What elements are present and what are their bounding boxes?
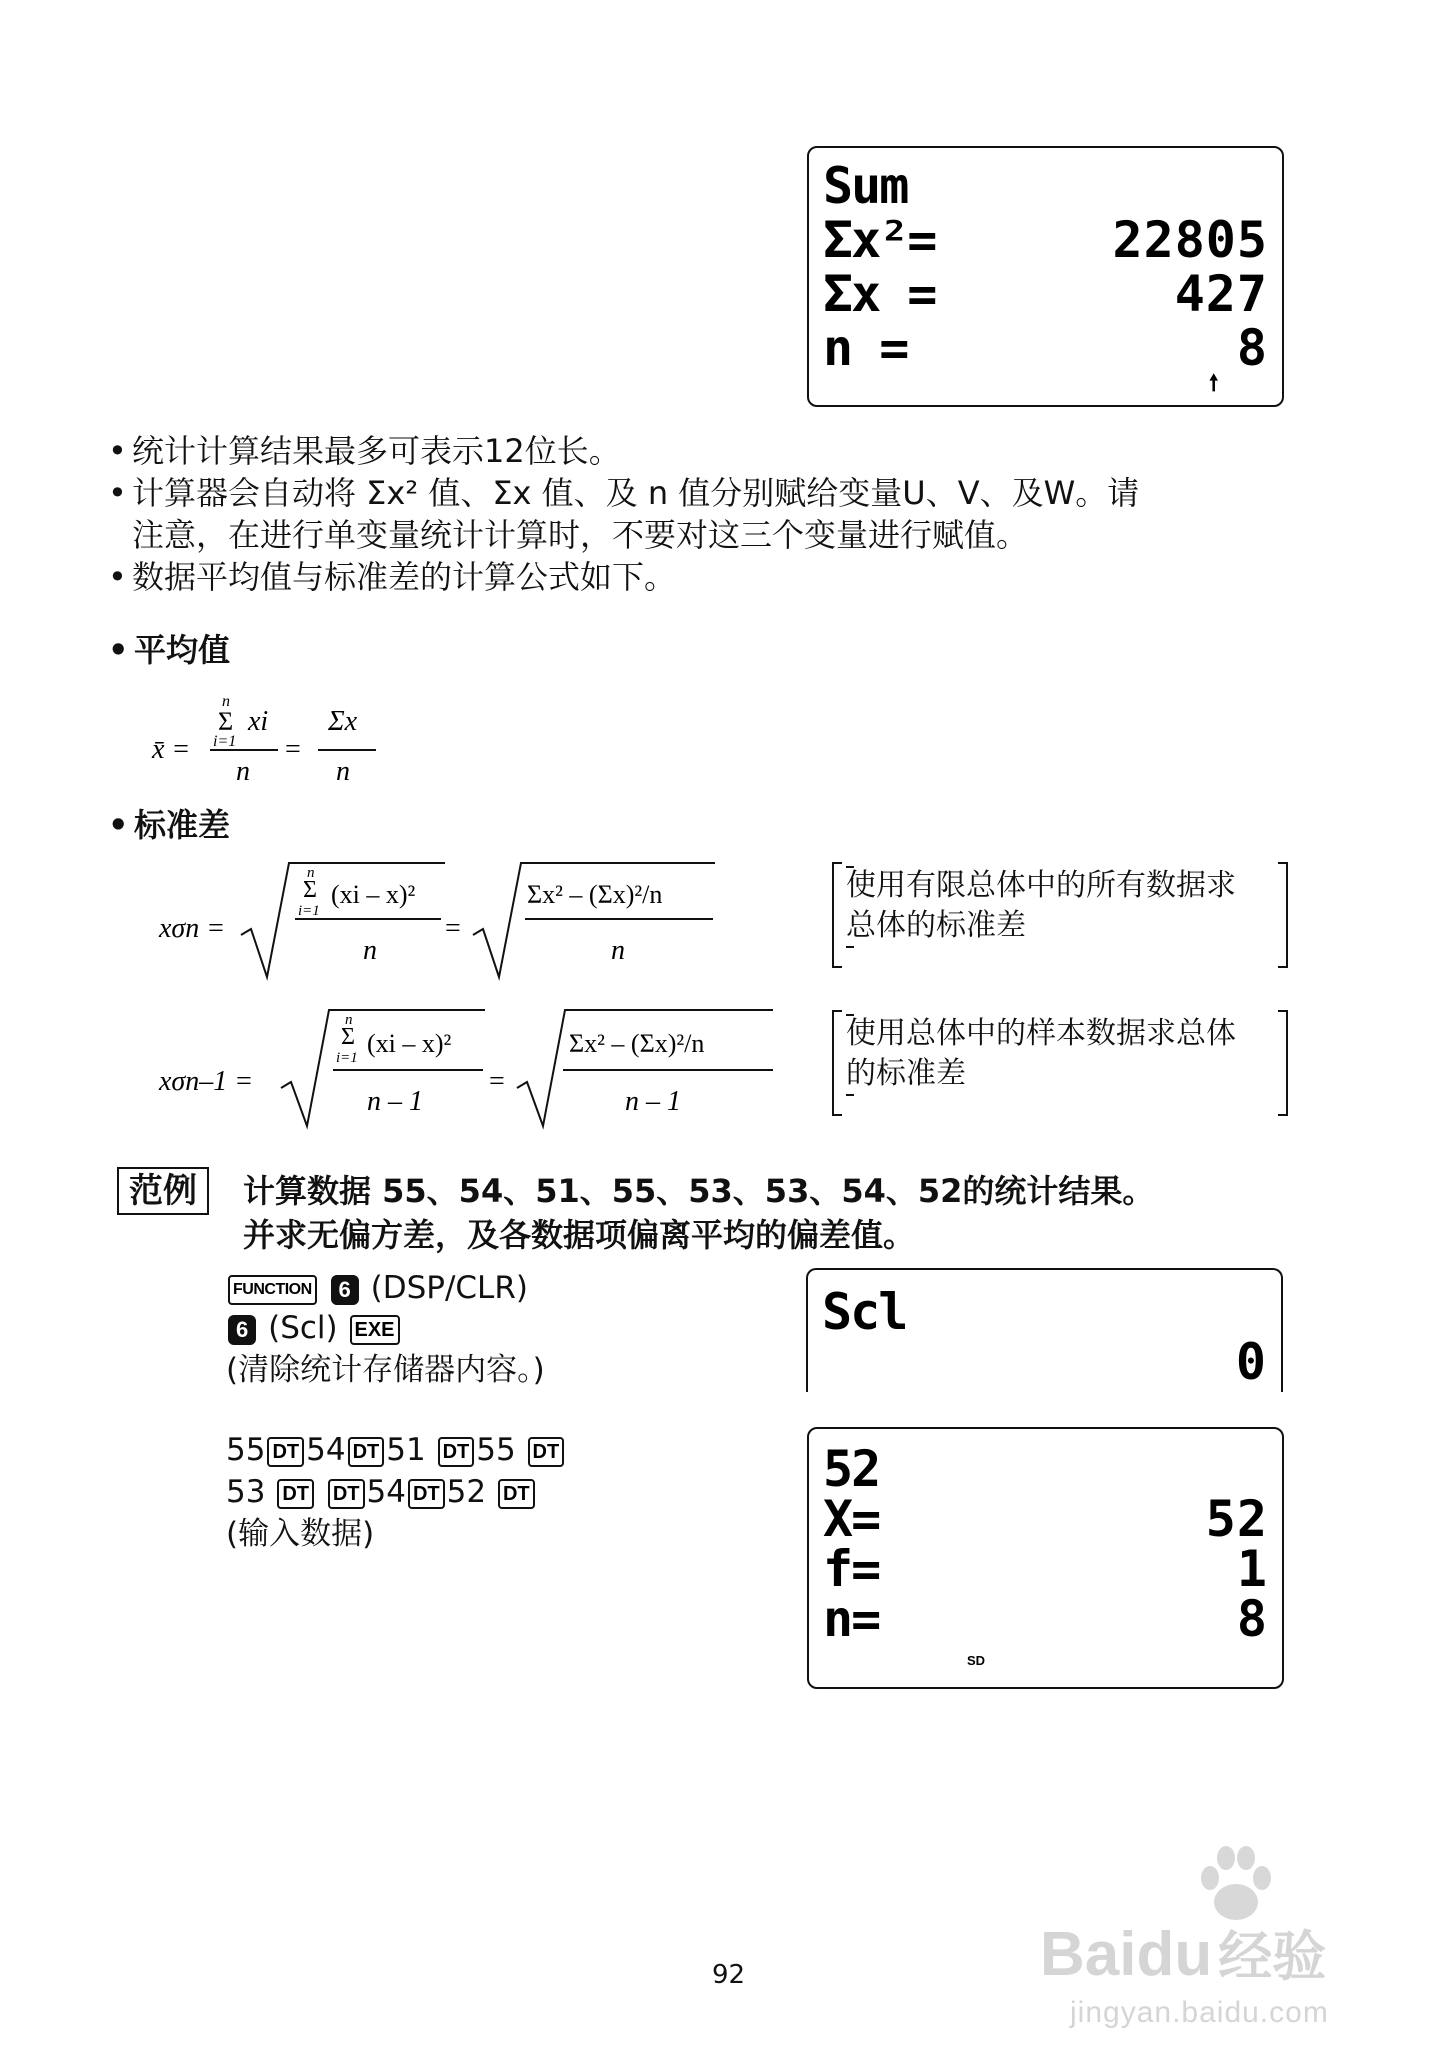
example-line2: 并求无偏方差，及各数据项偏离平均的偏差值。 xyxy=(243,1216,916,1254)
std-n1-den2: n – 1 xyxy=(625,1086,681,1117)
step-input-line2: 53 DT DT 54 DT 52 DT xyxy=(226,1472,537,1512)
page-number: 92 xyxy=(712,1960,746,1990)
svg-text:=: = xyxy=(445,913,461,944)
step-function-6: FUNCTION 6 (DSP/CLR) xyxy=(226,1268,528,1308)
svg-text:=: = xyxy=(489,1066,505,1097)
dt-key[interactable]: DT xyxy=(267,1437,304,1467)
std-n1-num1: (xi – x)² xyxy=(367,1029,452,1058)
up-arrow-icon: 🠕 xyxy=(1209,371,1219,396)
std-heading: • 标准差 xyxy=(108,806,231,844)
bullet-formulas: • 数据平均值与标准差的计算公式如下。 xyxy=(108,558,677,596)
std-n1-den1: n – 1 xyxy=(367,1086,423,1117)
note-sample: 使用总体中的样本数据求总体 的标准差 xyxy=(832,1010,1288,1116)
svg-text:Σ: Σ xyxy=(341,1024,355,1050)
lcd-scl-title: Scl xyxy=(822,1283,907,1341)
dt-key[interactable]: DT xyxy=(348,1437,385,1467)
sd-indicator: SD xyxy=(967,1653,986,1668)
sigma-n1-lhs: xσn–1 = xyxy=(159,1066,254,1097)
bullet-digits-limit: • 统计计算结果最多可表示12位长。 xyxy=(108,432,621,470)
bullet-auto-assign: • 计算器会自动将 Σx² 值、Σx 值、及 n 值分别赋给变量U、V、及W。请 xyxy=(108,474,1140,512)
dt-key[interactable]: DT xyxy=(277,1479,314,1509)
lcd-scl-value-row: 0 xyxy=(1235,1333,1267,1391)
dt-key[interactable]: DT xyxy=(328,1479,365,1509)
lcd-data-row-n: n= 8 xyxy=(823,1590,1268,1648)
mean-frac1-den: n xyxy=(236,756,250,787)
dt-key[interactable]: DT xyxy=(408,1479,445,1509)
baidu-watermark xyxy=(1040,1840,1440,2050)
step-clear-note: (清除统计存储器内容。) xyxy=(226,1352,545,1388)
lcd-data-title: 52 xyxy=(823,1440,880,1498)
lcd-sum-row-sumx2: Σx²= 22805 xyxy=(823,211,1268,269)
mean-lhs: x̄ = xyxy=(152,734,191,765)
sigma-n-lhs: xσn = xyxy=(159,913,226,944)
mean-heading: • 平均值 xyxy=(108,631,231,669)
dt-key[interactable]: DT xyxy=(498,1479,535,1509)
svg-text:i=1: i=1 xyxy=(336,1050,358,1066)
key-6[interactable]: 6 xyxy=(331,1275,359,1305)
mean-frac2-den: n xyxy=(336,756,350,787)
example-tag: 范例 xyxy=(117,1167,209,1215)
std-formula-sample xyxy=(155,1000,795,1130)
example-line1: 计算数据 55、54、51、55、53、53、54、52的统计结果。 xyxy=(243,1172,1155,1210)
svg-text:Σ: Σ xyxy=(303,877,317,903)
watermark-brand2: du xyxy=(1136,1920,1213,1989)
mean-frac1-num: xi xyxy=(248,706,269,737)
step-input-line1: 55 DT 54 DT 51 DT 55 DT xyxy=(226,1430,566,1470)
svg-text:=: = xyxy=(285,734,301,765)
lcd-sum-display xyxy=(807,146,1284,407)
mean-sum-top: n xyxy=(222,693,230,710)
lcd-sum-title: Sum xyxy=(823,157,908,215)
paw-icon xyxy=(1190,1840,1280,1930)
lcd-sum-row-n: n = 8 xyxy=(823,319,1268,377)
std-n-num2: Σx² – (Σx)²/n xyxy=(527,880,663,909)
lcd-scl-display xyxy=(806,1268,1283,1392)
std-n-den1: n xyxy=(363,935,377,966)
std-n-num1: (xi – x)² xyxy=(331,880,416,909)
watermark-url: jingyan.baidu.com xyxy=(1070,1996,1329,2029)
mean-formula xyxy=(150,688,410,788)
function-key[interactable]: FUNCTION xyxy=(228,1275,317,1305)
step-input-note: (输入数据) xyxy=(226,1516,375,1552)
std-n-den2: n xyxy=(611,935,625,966)
mean-sum-bottom: i=1 xyxy=(213,733,237,750)
lcd-data-display xyxy=(807,1427,1284,1689)
bullet-auto-assign-cont: 注意，在进行单变量统计计算时，不要对这三个变量进行赋值。 xyxy=(132,516,1029,554)
mean-frac2-num: Σx xyxy=(328,706,358,737)
dt-key[interactable]: DT xyxy=(528,1437,565,1467)
watermark-product: 经验 xyxy=(1218,1927,1327,1987)
mean-sum-sigma: Σ xyxy=(218,707,234,736)
svg-text:n: n xyxy=(307,865,315,881)
svg-text:n: n xyxy=(345,1012,353,1028)
exe-key[interactable]: EXE xyxy=(350,1315,400,1345)
std-formula-population xyxy=(155,855,745,985)
std-n1-num2: Σx² – (Σx)²/n xyxy=(569,1029,705,1058)
dt-key[interactable]: DT xyxy=(438,1437,475,1467)
svg-text:i=1: i=1 xyxy=(298,903,320,919)
lcd-data-row-x: X= 52 xyxy=(823,1490,1268,1548)
key-6[interactable]: 6 xyxy=(228,1315,256,1345)
lcd-data-row-f: f= 1 xyxy=(823,1540,1268,1598)
watermark-brand: Bai xyxy=(1040,1920,1137,1989)
step-6-scl-exe: 6 (Scl) EXE xyxy=(226,1308,402,1348)
lcd-sum-row-sumx: Σx = 427 xyxy=(823,265,1268,323)
note-population: 使用有限总体中的所有数据求 总体的标准差 xyxy=(832,862,1288,968)
